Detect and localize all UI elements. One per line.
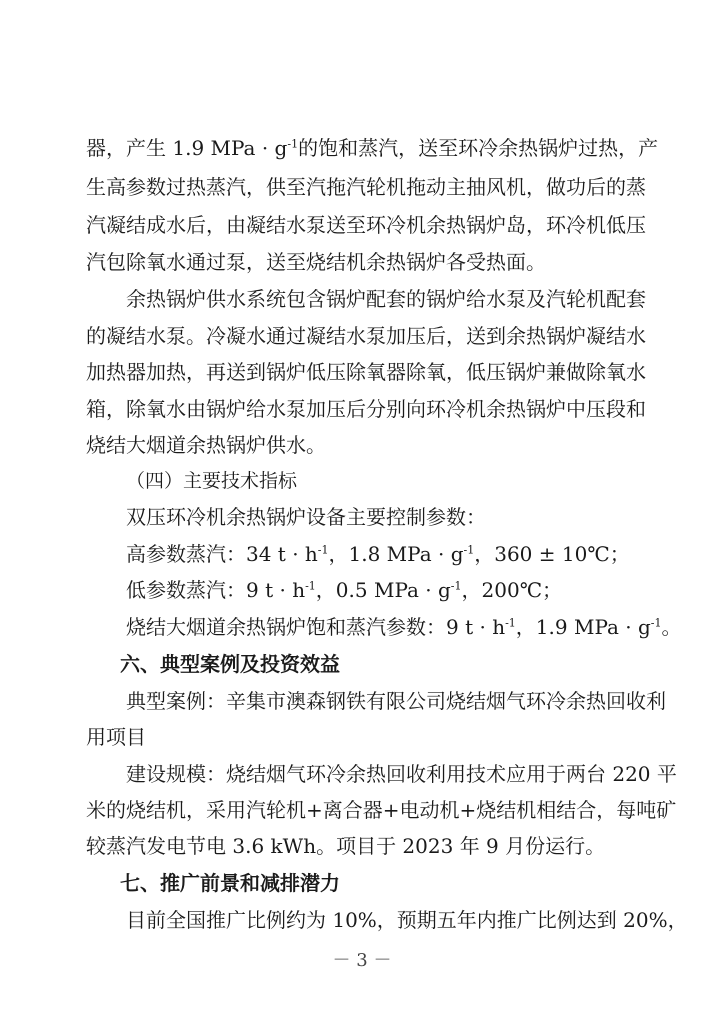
paragraph-line: 典型案例：辛集市澳森钢铁有限公司烧结烟气环冷余热回收利: [126, 689, 666, 713]
page-number: － 3 －: [332, 950, 392, 971]
paragraph-line: 箱，除氧水由锅炉给水泵加压后分别向环冷机余热锅炉中压段和: [86, 397, 646, 421]
paragraph-line: 较蒸汽发电节电 3.6 kWh。项目于 2023 年 9 月份运行。: [86, 834, 606, 858]
section-heading: 六、典型案例及投资效益: [120, 652, 340, 676]
paragraph-line: 米的烧结机，采用汽轮机+离合器+电动机+烧结机相结合，每吨矿: [86, 798, 677, 822]
paragraph-line: 烧结大烟道余热锅炉供水。: [86, 433, 326, 457]
paragraph-line: 汽凝结成水后，由凝结水泵送至环冷机余热锅炉岛，环冷机低压: [86, 213, 646, 237]
section-heading: 七、推广前景和减排潜力: [120, 871, 340, 895]
paragraph-line: 目前全国推广比例约为 10%，预期五年内推广比例达到 20%，: [126, 908, 688, 932]
paragraph-line: 汽包除氧水通过泵，送至烧结机余热锅炉各受热面。: [86, 250, 546, 274]
parameter-line-low: 低参数蒸汽：9 $t \cdot h^{-1}$，0.5 MPa · $g^{-1}$，200℃；: [126, 578, 563, 602]
paragraph-line: 的凝结水泵。冷凝水通过凝结水泵加压后，送到余热锅炉凝结水: [86, 324, 646, 348]
paragraph-line: 加热器加热，再送到锅炉低压除氧器除氧，低压锅炉兼做除氧水: [86, 360, 646, 384]
paragraph-line: 余热锅炉供水系统包含锅炉配套的锅炉给水泵及汽轮机配套: [126, 287, 646, 311]
parameter-line-flue: 烧结大烟道余热锅炉饱和蒸汽参数：9 $t \cdot h^{-1}$，1.9 MPa · $g^{-1}$。: [126, 615, 682, 639]
paragraph-line: 生高参数过热蒸汽，供至汽拖汽轮机拖动主抽风机，做功后的蒸: [86, 175, 646, 199]
section-heading: （四）主要技术指标: [126, 470, 298, 492]
paragraph-line: 用项目: [86, 725, 146, 749]
paragraph-line: 器，产生 1.9 MPa · $g^{-1}$的饱和蒸汽，送至环冷余热锅炉过热，产: [86, 136, 659, 160]
paragraph-line: 双压环冷机余热锅炉设备主要控制参数：: [126, 505, 486, 529]
parameter-line-high: 高参数蒸汽：34 $t \cdot h^{-1}$，1.8 MPa · $g^{-1}$，360 ± 10℃；: [126, 542, 630, 566]
paragraph-line: 建设规模：烧结烟气环冷余热回收利用技术应用于两台 220 平: [126, 762, 677, 786]
